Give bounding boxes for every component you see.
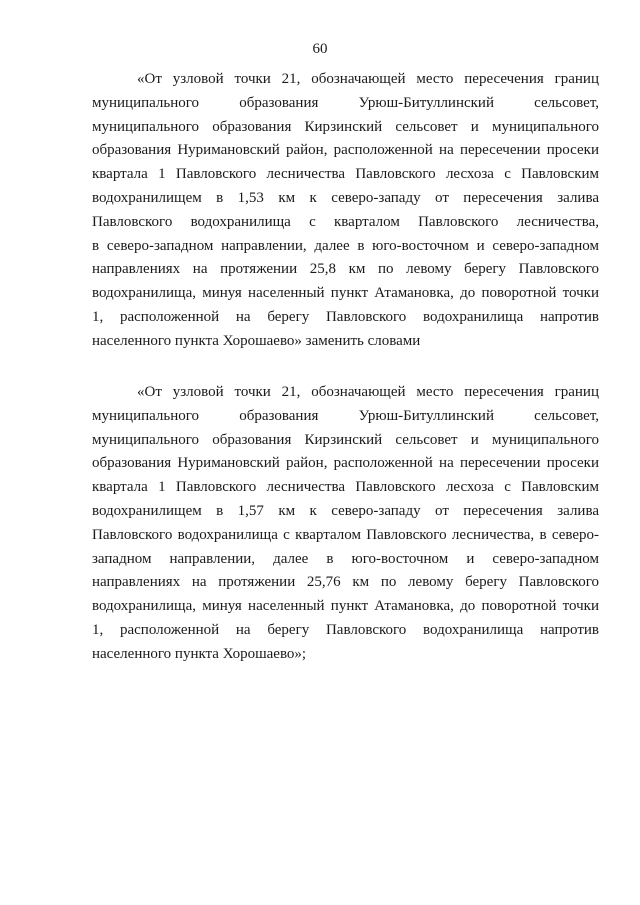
text-line: образования Нуримановский район, расположенной на пересечении просеки	[92, 455, 599, 472]
text-line: Павловского водохранилища с кварталом Павловского лесничества, в северо-	[92, 526, 599, 543]
text-line: образования Нуримановский район, расположенной на пересечении просеки	[92, 142, 599, 159]
text-line: западном направлении, далее в юго-восточном и северо-западном	[92, 550, 599, 567]
text-line: 1, расположенной на берегу Павловского водохранилища напротив	[92, 621, 599, 638]
text-line: 1, расположенной на берегу Павловского водохранилища напротив	[92, 308, 599, 325]
amended-text-paragraph	[92, 68, 599, 354]
text-line: квартала 1 Павловского лесничества Павловского лесхоза с Павловским	[92, 479, 599, 496]
text-line: населенного пункта Хорошаево»;	[92, 645, 307, 662]
text-line: муниципального образования Кирзинский сельсовет и муниципального	[92, 431, 599, 448]
text-line: муниципального образования Урюш-Битуллинский сельсовет,	[92, 94, 599, 111]
text-line: «От узловой точки 21, обозначающей место пересечения границ	[137, 71, 599, 87]
text-line: водохранилищем в 1,53 км к северо-западу от пересечения залива	[92, 189, 599, 206]
text-line: водохранилища, минуя населенный пункт Атамановка, до поворотной точки	[92, 598, 599, 615]
text-line: в северо-западном направлении, далее в юго-восточном и северо-западном	[92, 237, 599, 254]
page-number: 60	[312, 41, 328, 57]
text-line: муниципального образования Урюш-Битуллинский сельсовет,	[92, 407, 599, 424]
text-line: водохранилища, минуя населенный пункт Атамановка, до поворотной точки	[92, 285, 599, 302]
text-line: водохранилищем в 1,57 км к северо-западу от пересечения залива	[92, 502, 599, 519]
text-line: муниципального образования Кирзинский сельсовет и муниципального	[92, 118, 599, 135]
text-line: направлениях на протяжении 25,8 км по левому берегу Павловского	[92, 261, 599, 278]
text-line: населенного пункта Хорошаево» заменить словами	[92, 332, 421, 349]
replacement-text-paragraph	[92, 381, 599, 667]
text-line: Павловского водохранилища с кварталом Павловского лесничества,	[92, 213, 599, 230]
text-line: квартала 1 Павловского лесничества Павловского лесхоза с Павловским	[92, 166, 599, 183]
text-line: направлениях на протяжении 25,76 км по левому берегу Павловского	[92, 574, 599, 591]
text-line: «От узловой точки 21, обозначающей место пересечения границ	[137, 384, 599, 400]
